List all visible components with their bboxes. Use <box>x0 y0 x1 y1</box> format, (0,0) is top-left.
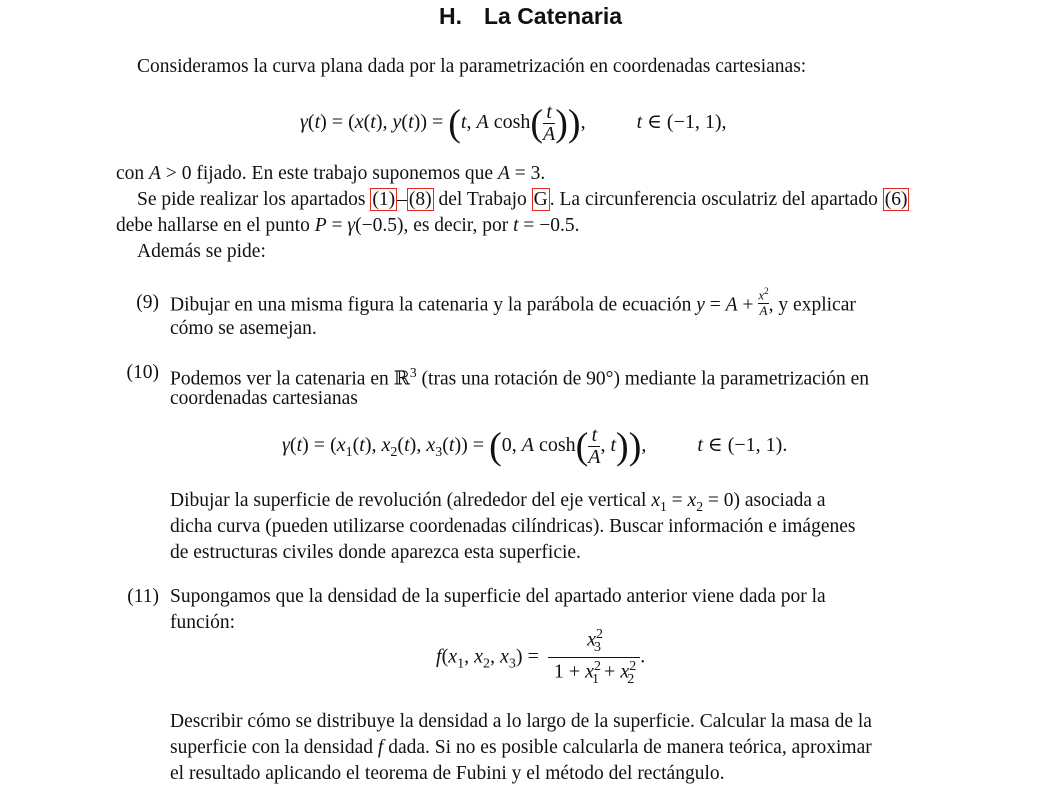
item-10-para-line1: Dibujar la superficie de revolución (alrededor del eje vertical $x_1 = x_2 = 0$) asociada a <box>170 490 826 514</box>
line-ademas: Además se pide: <box>137 241 266 262</box>
intro-paragraph: Consideramos la curva plana dada por la parametrización en coordenadas cartesianas: <box>137 56 807 77</box>
item-10-para-line2: dicha curva (pueden utilizarse coordenadas cilíndricas). Buscar información e imágenes <box>170 516 856 537</box>
ref-link-8[interactable]: (8) <box>408 189 432 210</box>
item-11-para-line1: Describir cómo se distribuye la densidad a lo largo de la superficie. Calcular la masa de la <box>170 711 872 732</box>
item-9-label: (9) <box>136 292 159 313</box>
item-10-line2: coordenadas cartesianas <box>170 388 358 409</box>
item-11-para-line3: el resultado aplicando el teorema de Fubini y el método del rectángulo. <box>170 763 725 784</box>
item-9-line1: Dibujar en una misma figura la catenaria y la parábola de ecuación y = A + $\frac{x^2}{A}$ , y explicar <box>170 286 856 318</box>
line-con-a: con A > 0 fijado. En este trabajo suponemos que A = 3. <box>116 163 546 184</box>
section-title <box>0 3 1061 30</box>
section-title-text: La Catenaria <box>483 3 623 29</box>
item-9-line2: cómo se asemejan. <box>170 318 317 339</box>
ref-link-6[interactable]: (6) <box>884 189 908 210</box>
equation-gamma-space: $\gamma(t) = (x_1(t)$, $x_2(t)$, $x_3(t)) = (0$, A cosh( $\frac{t}{A}$ , t)), t ∈ (−1, 1). <box>282 424 788 468</box>
equation-gamma-plane: γ(t) = (x(t), y(t)) = (t, A cosh( $\frac{t}{A}$ )), t ∈ (−1, 1), <box>300 101 727 145</box>
ref-link-g[interactable]: G <box>533 189 548 210</box>
equation-density: $f(x_1$, $x_2$, $x_3$) = $\frac{x^2_3}{1 + x^2_1 + x^2_2}$ . <box>436 627 646 687</box>
item-10-line1: Podemos ver la catenaria en ℝ$^3$ (tras una rotación de 90°) mediante la parametrización en <box>170 365 869 390</box>
item-11-line2: función: <box>170 612 235 633</box>
item-10-para-line3: de estructuras civiles donde aparezca esta superficie. <box>170 542 581 563</box>
item-11-para-line2: superficie con la densidad f dada. Si no es posible calcularla de manera teórica, aproximar <box>170 737 872 758</box>
line-punto: debe hallarse en el punto P = γ(−0.5), es decir, por t = −0.5. <box>116 215 580 236</box>
item-11-label: (11) <box>127 586 159 607</box>
item-10-label: (10) <box>126 362 159 383</box>
line-se-pide: Se pide realizar los apartados (1) – (8) del Trabajo G . La circunferencia osculatriz del apartado (6) <box>137 189 908 210</box>
item-11-line1: Supongamos que la densidad de la superficie del apartado anterior viene dada por la <box>170 586 826 607</box>
ref-link-1[interactable]: (1) <box>372 189 396 210</box>
section-number: H. <box>438 3 462 29</box>
